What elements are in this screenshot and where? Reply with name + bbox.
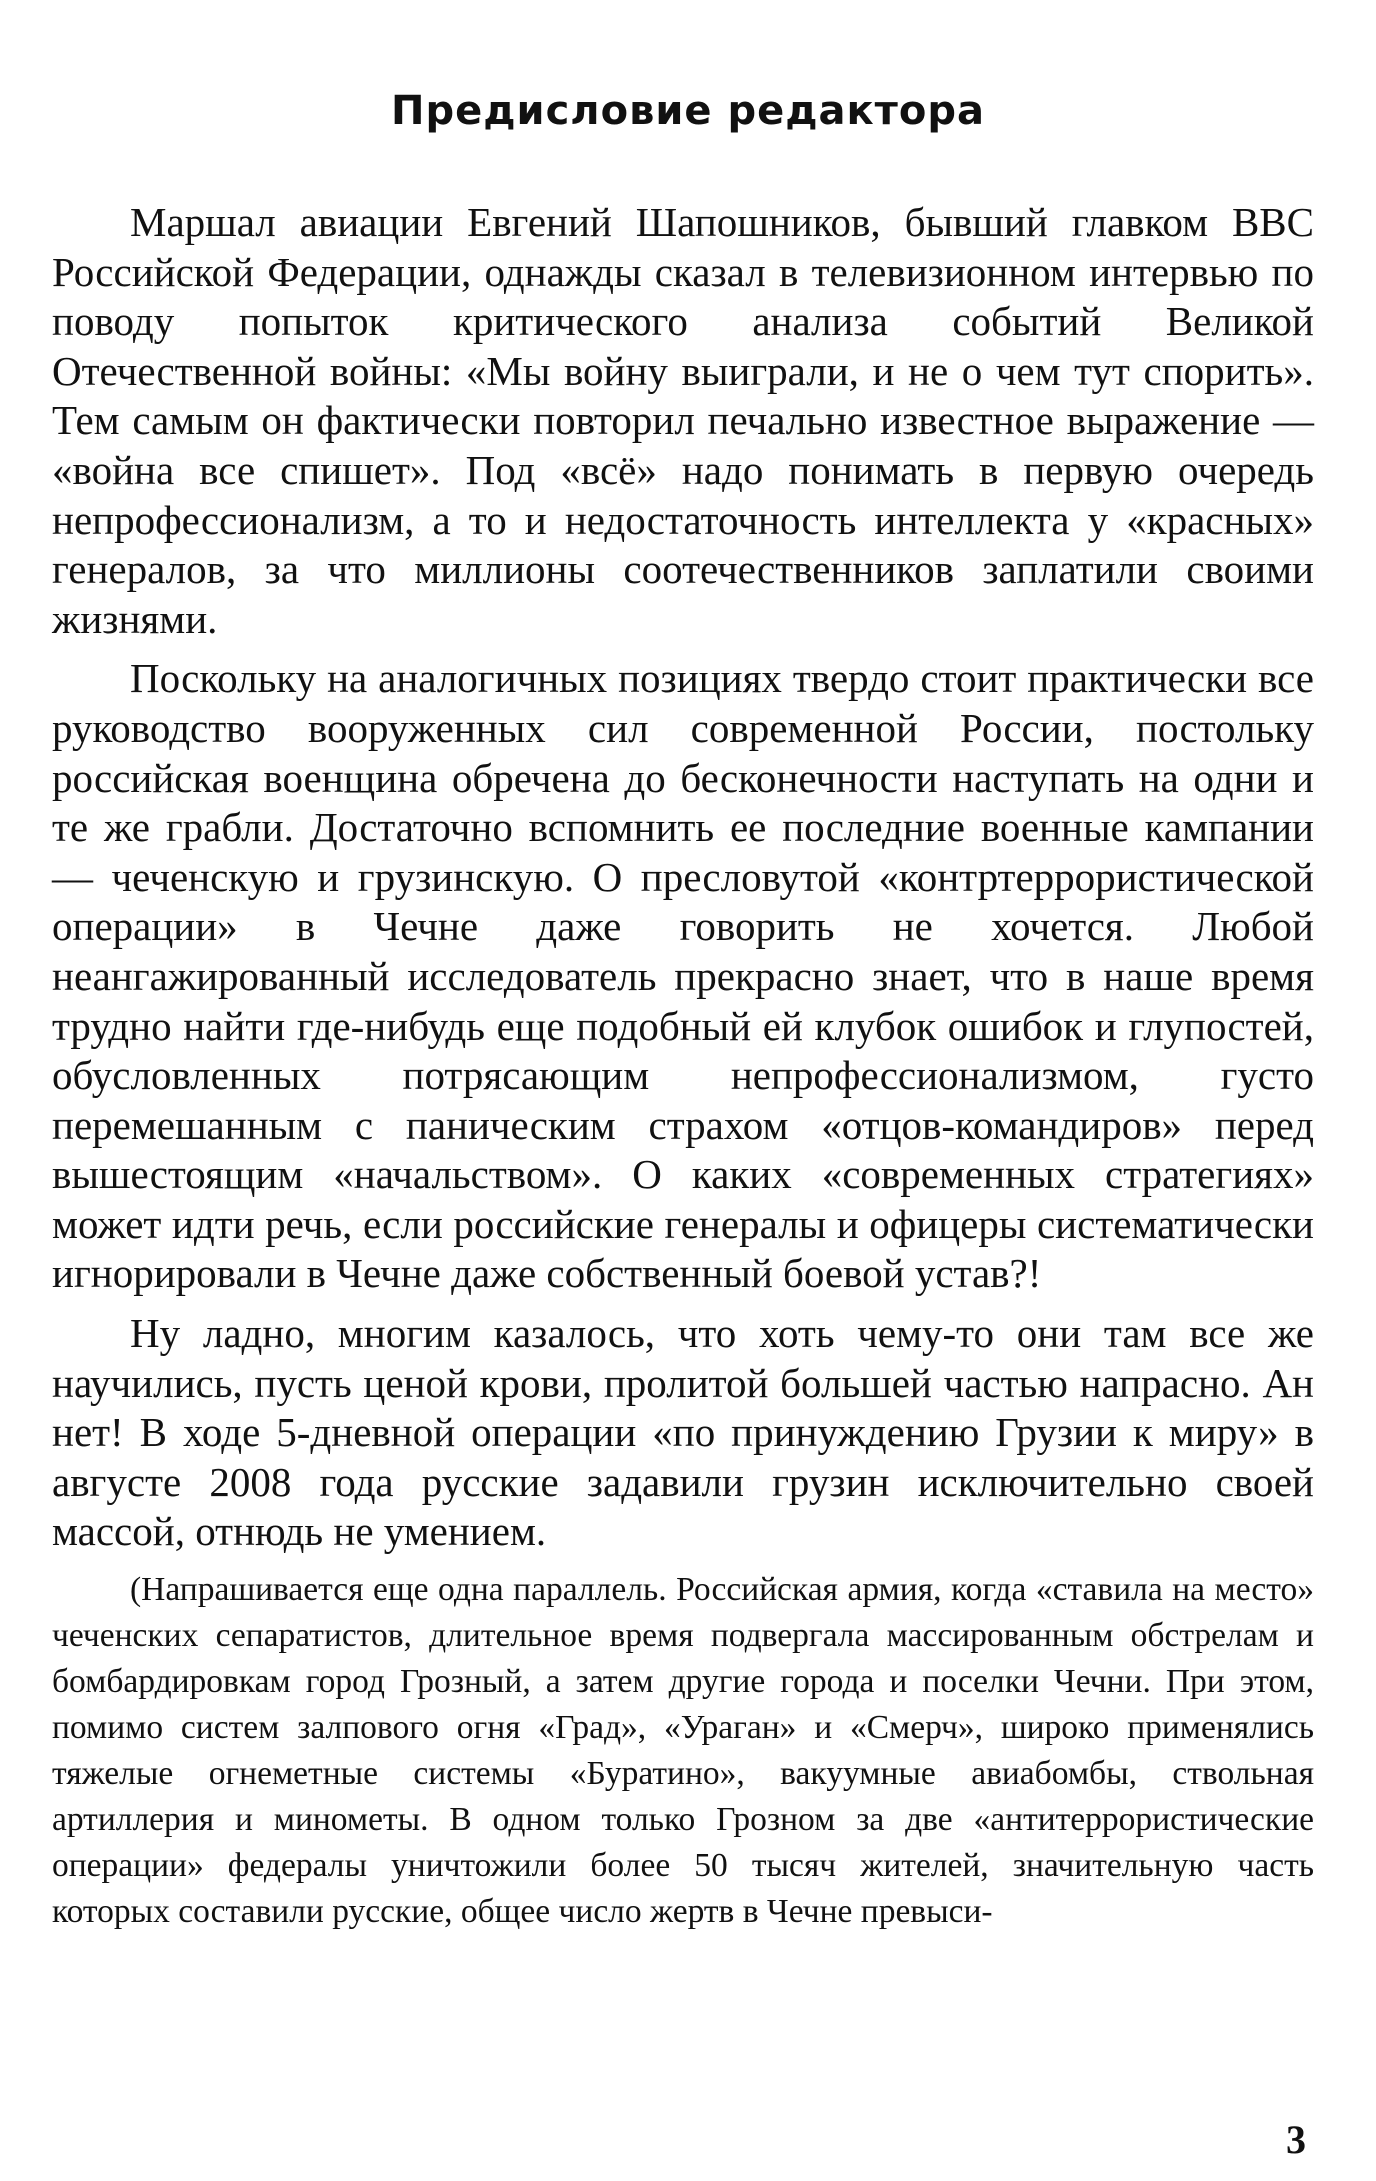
body-text bbox=[52, 198, 1314, 1935]
paragraph-2: Поскольку на аналогичных позициях твердо стоит практически все руководство вооруженных сил современной России, постольку российская военщина обречена до бесконечности наступать на одни и те же грабли. Достаточно вспомнить ее последние военные кампании — чеченскую и грузинскую. О пресловутой «контртеррористической операции» в Чечне даже говорить не хочется. Любой неангажированный исследователь прекрасно знает, что в наше время трудно найти где-нибудь еще подобный ей клубок ошибок и глупостей, обусловленных потрясающим непрофессионализмом, густо перемешанным с паническим страхом «отцов-командиров» перед вышестоящим «начальством». О каких «современных стратегиях» может идти речь, если российские генералы и офицеры систематически игнорировали в Чечне даже собственный боевой устав?! bbox=[52, 655, 1314, 1297]
paragraph-3: Ну ладно, многим казалось, что хоть чему-то они там все же научились, пусть ценой крови, пролитой большей частью напрасно. Ан нет! В ходе 5-дневной операции «по принуждению Грузии к миру» в августе 2008 года русские задавили грузин исключительно своей массой, отнюдь не умением. bbox=[52, 1310, 1314, 1555]
paragraph-1: Маршал авиации Евгений Шапошников, бывший главком ВВС Российской Федерации, однажды сказал в телевизионном интервью по поводу попыток критического анализа событий Великой Отечественной войны: «Мы войну выиграли, и не о чем тут спорить». Тем самым он фактически повторил печально известное выражение — «война все спишет». Под «всё» надо понимать в первую очередь непрофессионализм, а то и недостаточность интеллекта у «красных» генералов, за что миллионы соотечественников заплатили своими жизнями. bbox=[52, 199, 1314, 642]
page-number: 3 bbox=[1286, 2117, 1306, 2162]
page-title: Предисловие редактора bbox=[391, 88, 985, 134]
paragraph-4-aside: (Напрашивается еще одна параллель. Российская армия, когда «ставила на место» чеченских сепаратистов, длительное время подвергала массированным обстрелам и бомбардировкам город Грозный, а затем другие города и поселки Чечни. При этом, помимо систем залпового огня «Град», «Ураган» и «Смерч», широко применялись тяжелые огнеметные системы «Буратино», вакуумные авиабомбы, ствольная артиллерия и минометы. В одном только Грозном за две «антитеррористические операции» федералы уничтожили более 50 тысяч жителей, значительную часть которых составили русские, общее число жертв в Чечне превыси- bbox=[52, 1571, 1314, 1931]
